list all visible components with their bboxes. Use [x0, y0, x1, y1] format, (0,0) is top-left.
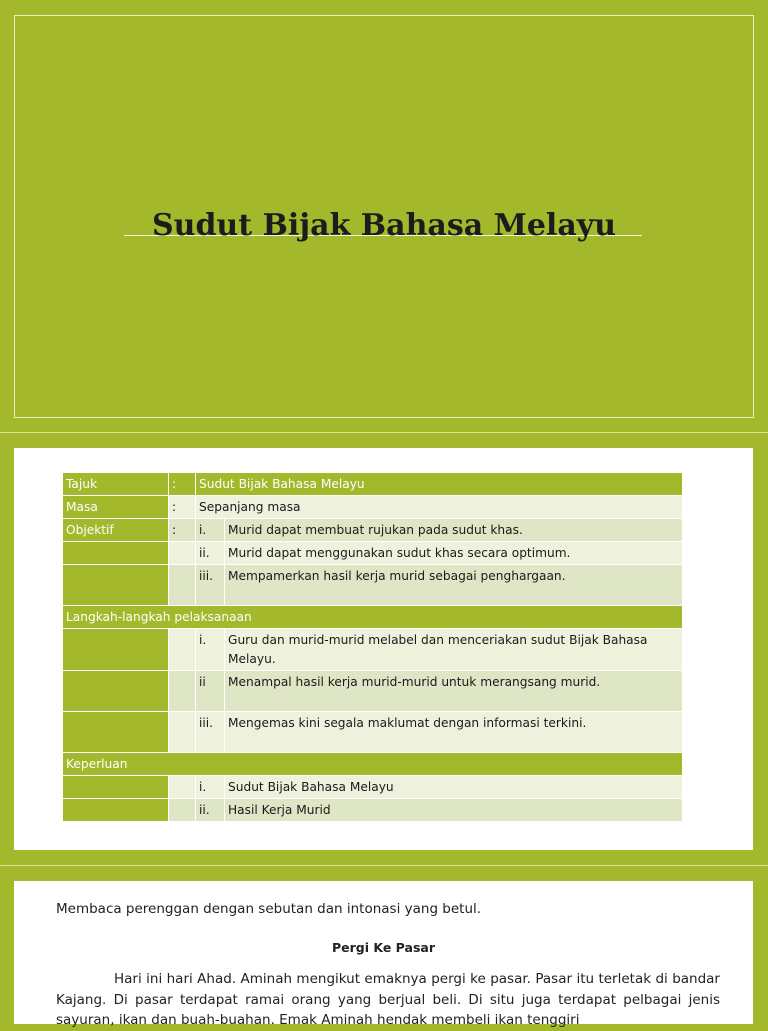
item-number: i.	[196, 519, 225, 542]
row-colon: :	[169, 473, 196, 496]
table-row	[63, 799, 683, 822]
row-colon-empty	[169, 565, 196, 606]
row-value: Sudut Bijak Bahasa Melayu	[196, 473, 683, 496]
row-label: Tajuk	[63, 473, 169, 496]
table-row	[63, 473, 683, 496]
table-row	[63, 519, 683, 542]
row-value: Sepanjang masa	[196, 496, 683, 519]
item-text: Hasil Kerja Murid	[225, 799, 683, 822]
row-label: Objektif	[63, 519, 169, 542]
table-row	[63, 496, 683, 519]
reading-instruction: Membaca perenggan dengan sebutan dan intonasi yang betul.	[56, 901, 482, 917]
slide-title: Sudut Bijak Bahasa Melayu	[151, 208, 617, 243]
section-header-row	[63, 606, 683, 629]
row-colon-empty	[169, 671, 196, 712]
slide-divider	[0, 865, 768, 866]
row-label-empty	[63, 712, 169, 753]
item-number: ii.	[196, 799, 225, 822]
row-colon-empty	[169, 712, 196, 753]
table-row	[63, 671, 683, 712]
table-row	[63, 712, 683, 753]
slide-divider	[0, 432, 768, 433]
row-label-empty	[63, 542, 169, 565]
section-heading: Langkah-langkah pelaksanaan	[63, 606, 683, 629]
row-label-empty	[63, 629, 169, 671]
item-text: Mempamerkan hasil kerja murid sebagai penghargaan.	[225, 565, 683, 606]
table-slide	[14, 448, 753, 850]
row-colon-empty	[169, 542, 196, 565]
item-number: i.	[196, 776, 225, 799]
table-row	[63, 565, 683, 606]
item-text: Murid dapat membuat rujukan pada sudut khas.	[225, 519, 683, 542]
table-row	[63, 776, 683, 799]
item-number: iii.	[196, 565, 225, 606]
row-label-empty	[63, 671, 169, 712]
row-colon-empty	[169, 799, 196, 822]
table-row	[63, 629, 683, 671]
reading-slide	[14, 881, 753, 1028]
row-label-empty	[63, 776, 169, 799]
reading-title: Pergi Ke Pasar	[332, 940, 435, 955]
row-label-empty	[63, 565, 169, 606]
item-number: ii.	[196, 542, 225, 565]
row-colon-empty	[169, 629, 196, 671]
section-header-row	[63, 753, 683, 776]
row-label-empty	[63, 799, 169, 822]
plan-table	[62, 472, 683, 822]
row-colon-empty	[169, 776, 196, 799]
item-number: iii.	[196, 712, 225, 753]
row-colon: :	[169, 519, 196, 542]
item-text: Guru dan murid-murid melabel dan menceriakan sudut Bijak Bahasa Melayu.	[225, 629, 683, 671]
title-slide	[0, 0, 768, 432]
item-number: i.	[196, 629, 225, 671]
item-text: Sudut Bijak Bahasa Melayu	[225, 776, 683, 799]
table-row	[63, 542, 683, 565]
reading-paragraph: Hari ini hari Ahad. Aminah mengikut emaknya pergi ke pasar. Pasar itu terletak di bandar Kajang. Di pasar terdapat ramai orang yang berjual beli. Di situ juga terdapat pelbagai jenis sayuran, ikan dan buah-buahan. Emak Aminah hendak membeli ikan tenggiri	[56, 971, 720, 1028]
row-colon: :	[169, 496, 196, 519]
row-label: Masa	[63, 496, 169, 519]
item-text: Menampal hasil kerja murid-murid untuk merangsang murid.	[225, 671, 683, 712]
item-text: Murid dapat menggunakan sudut khas secara optimum.	[225, 542, 683, 565]
section-heading: Keperluan	[63, 753, 683, 776]
item-number: ii	[196, 671, 225, 712]
item-text: Mengemas kini segala maklumat dengan informasi terkini.	[225, 712, 683, 753]
